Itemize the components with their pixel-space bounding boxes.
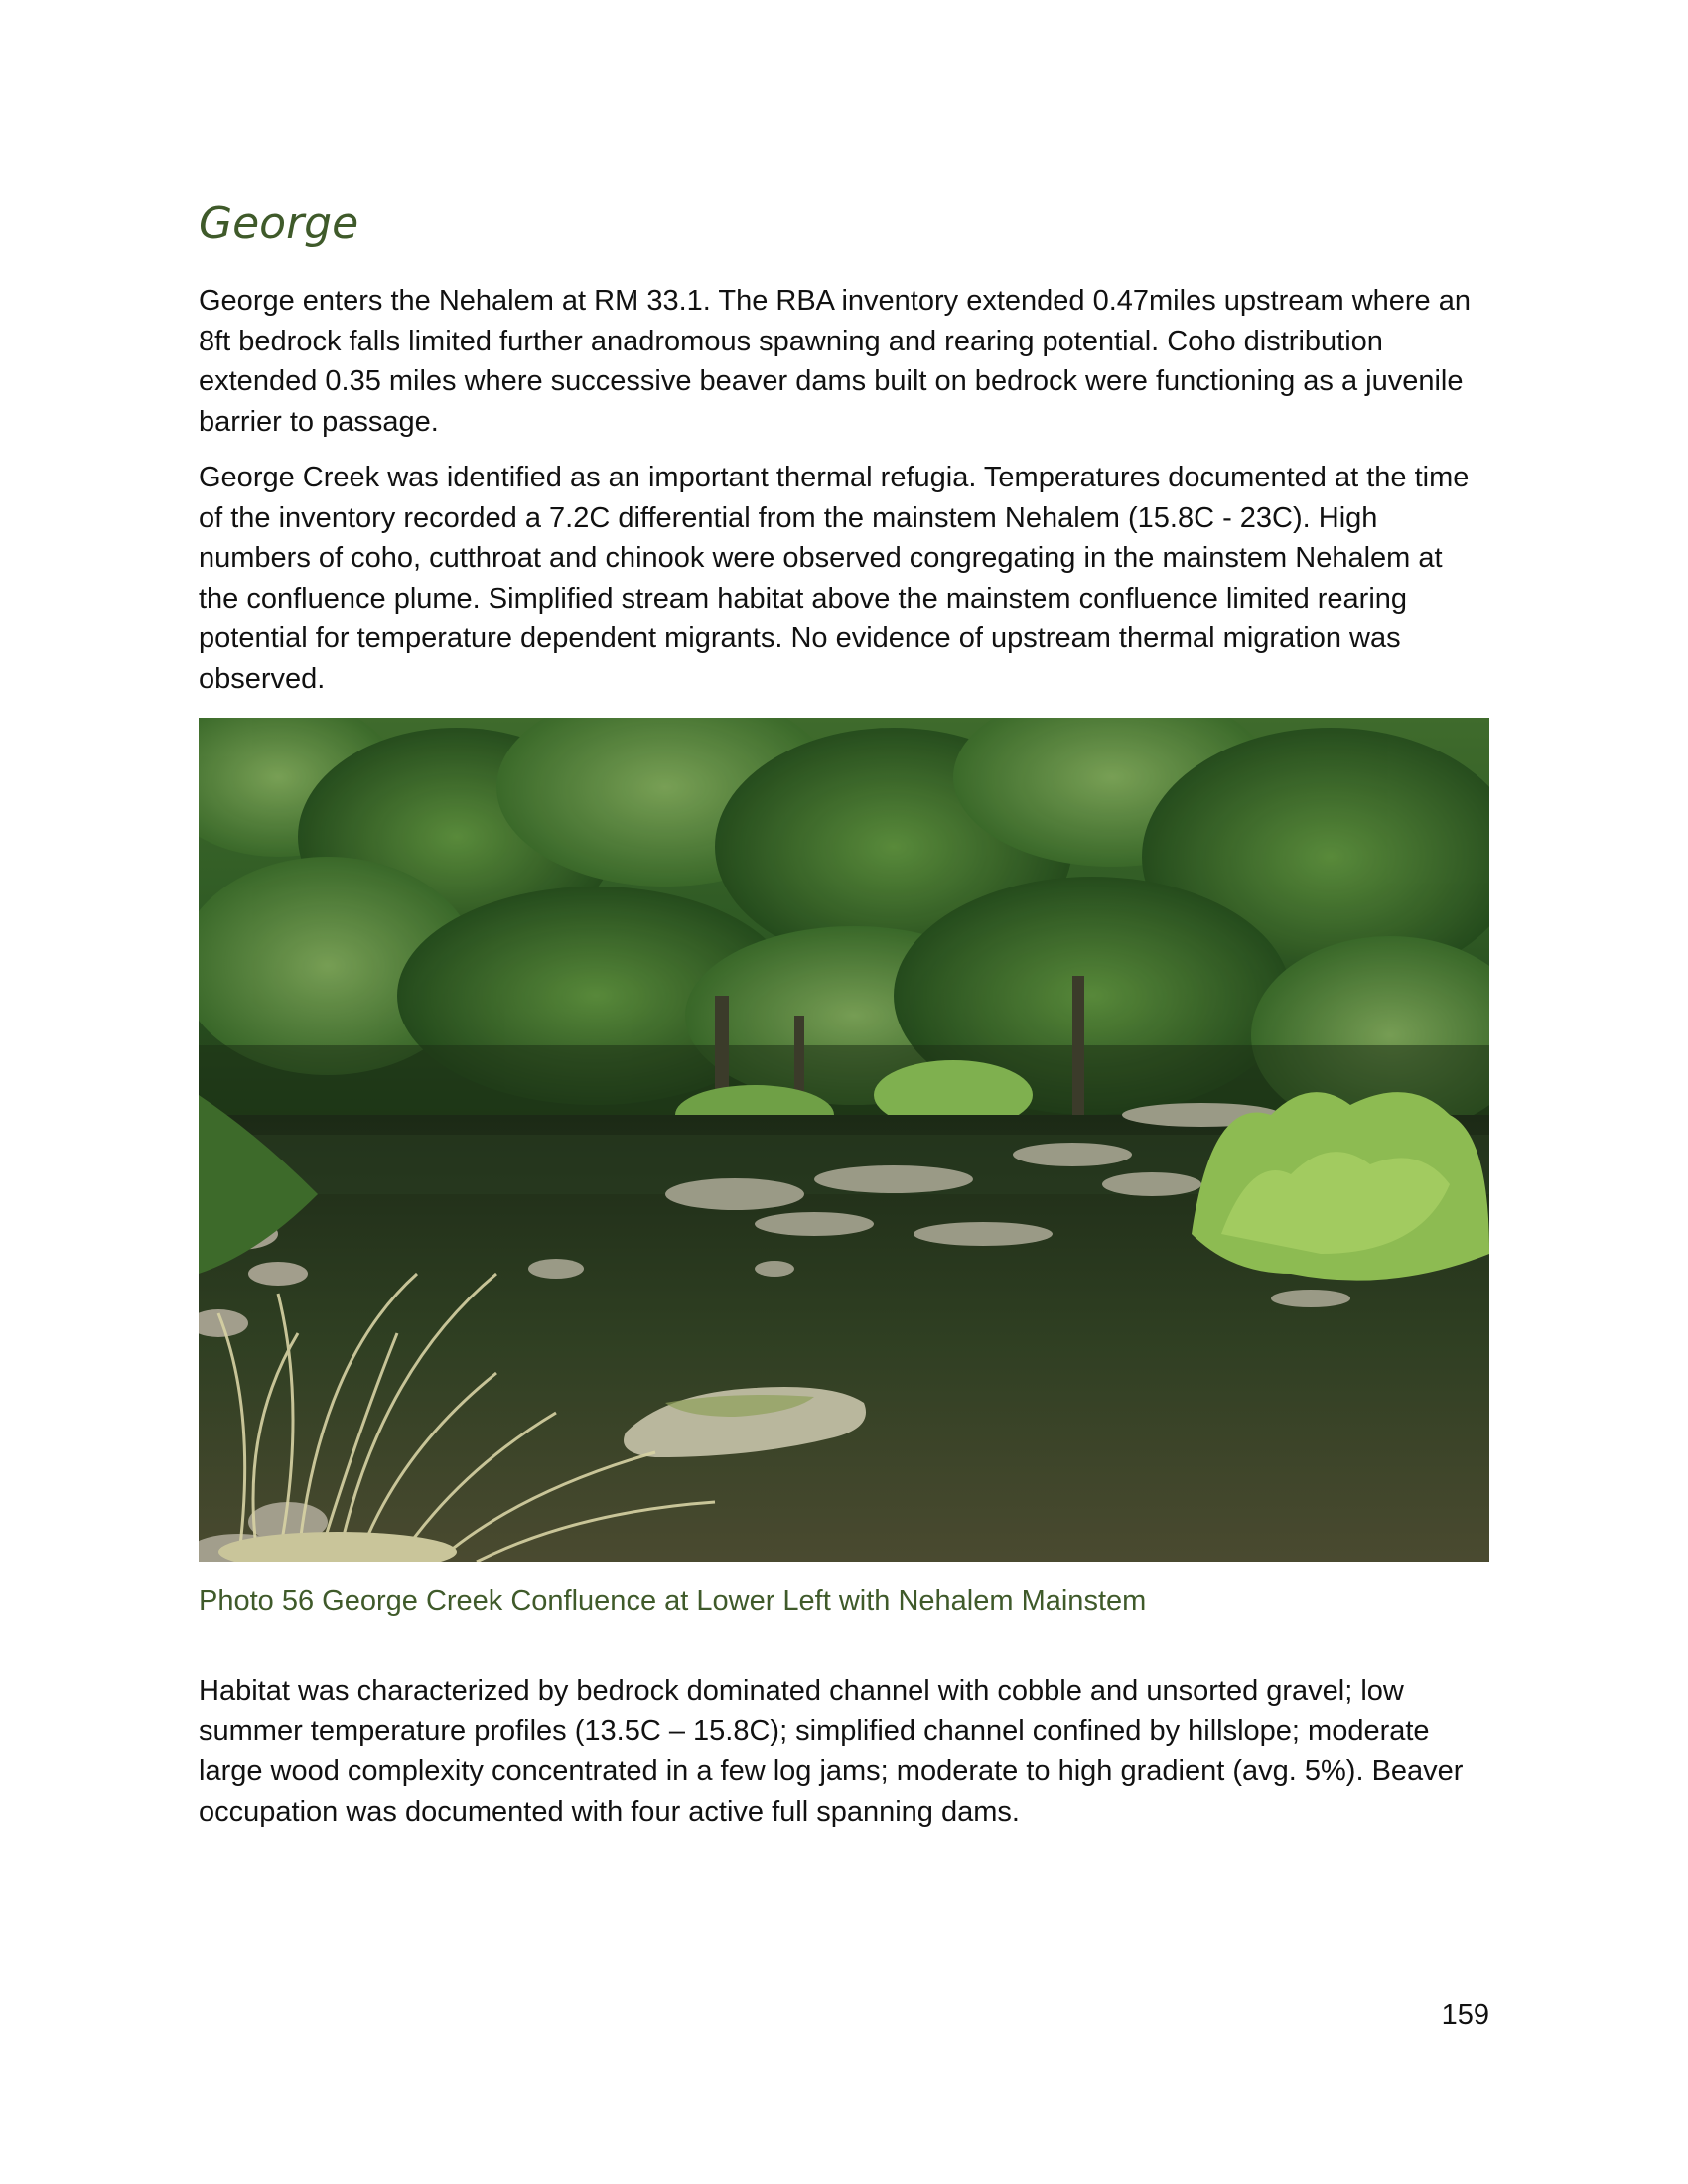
page-number: 159 (1441, 1999, 1489, 2031)
section-title: George (199, 199, 359, 249)
creek-photo-illustration (199, 718, 1489, 1562)
creek-photo (199, 718, 1489, 1562)
paragraph-intro: George enters the Nehalem at RM 33.1. The RBA inventory extended 0.47miles upstream where an 8ft bedrock falls limited further anadromous spawning and rearing potential. Coho distribution extended 0.35 miles where successive beaver dams built on bedrock were functioning as a juvenile barrier to passage. (199, 285, 1471, 438)
paragraph-habitat: Habitat was characterized by bedrock dominated channel with cobble and unsorted gravel; low summer temperature profiles (13.5C – 15.8C); simplified channel confined by hillslope; moderate large wood complexity concentrated in a few log jams; moderate to high gradient (avg. 5%). Beaver occupation was documented with four active full spanning dams. (199, 1675, 1464, 1828)
photo-caption: Photo 56 George Creek Confluence at Lower Left with Nehalem Mainstem (199, 1585, 1147, 1617)
paragraph-thermal-refugia: George Creek was identified as an important thermal refugia. Temperatures documented at the time of the inventory recorded a 7.2C differential from the mainstem Nehalem (15.8C - 23C). High numbers of coho, cutthroat and chinook were observed congregating in the mainstem Nehalem at the confluence plume. Simplified stream habitat above the mainstem confluence limited rearing potential for temperature dependent migrants. No evidence of upstream thermal migration was observed. (199, 462, 1470, 695)
